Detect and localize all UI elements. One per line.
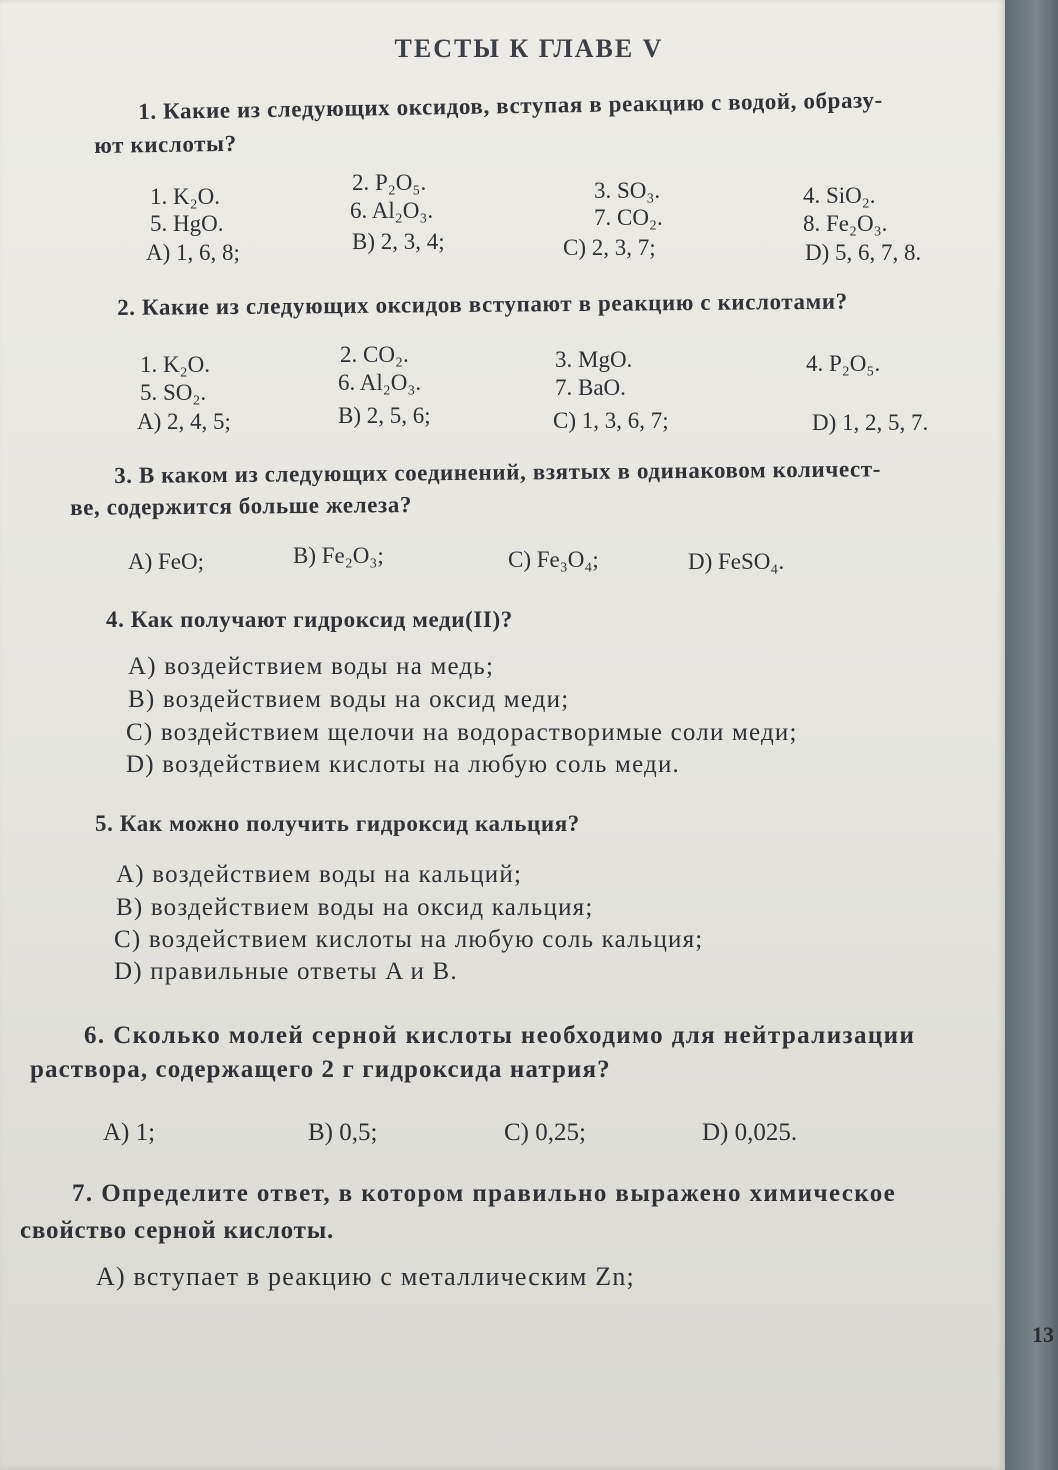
question-1-text-cont: ют кислоты? [94, 130, 237, 158]
question-5-text: 5. Как можно получить гидроксид кальция? [95, 811, 580, 836]
q2-item: 2. CO₂. [340, 342, 409, 367]
question-4-text: 4. Как получают гидроксид меди(II)? [106, 607, 513, 632]
question-6-text: 6. Сколько молей серной кислоты необходимо для нейтрализации [84, 1022, 916, 1049]
q2-item: 1. K₂O. [140, 352, 210, 377]
q1-item: 5. HgO. [150, 211, 224, 236]
q1-item: 6. Al₂O₃. [350, 198, 434, 223]
q2-answer-d: D) 1, 2, 5, 7. [812, 410, 929, 435]
q6-answer-b: B) 0,5; [308, 1119, 378, 1146]
q2-item: 5. SO₂. [140, 380, 207, 405]
q2-item: 4. P₂O₅. [806, 351, 881, 376]
q1-item: 3. SO₃. [594, 178, 661, 203]
question-1-text: 1. Какие из следующих оксидов, вступая в реакцию с водой, образу- [138, 87, 883, 124]
q6-answer-d: D) 0,025. [702, 1119, 798, 1146]
q2-answer-c: C) 1, 3, 6, 7; [553, 408, 669, 433]
q1-answer-c: C) 2, 3, 7; [563, 235, 656, 260]
q1-answer-a: A) 1, 6, 8; [146, 240, 240, 265]
q3-answer-a: A) FeO; [128, 549, 205, 574]
q1-item: 2. P₂O₅. [352, 170, 427, 195]
q3-answer-c: C) Fe₃O₄; [508, 547, 599, 572]
question-2-text: 2. Какие из следующих оксидов вступают в реакцию с кислотами? [117, 288, 848, 320]
q5-option-d: D) правильные ответы A и B. [114, 958, 458, 985]
q1-item: 8. Fe₂O₃. [803, 211, 888, 236]
q1-answer-b: B) 2, 3, 4; [352, 229, 445, 254]
q5-option-b: B) воздействием воды на оксид кальция; [116, 894, 594, 921]
q2-item: 6. Al₂O₃. [338, 370, 422, 395]
page-number: 13 [1032, 1322, 1054, 1347]
q2-item: 7. BaO. [555, 375, 626, 400]
q2-answer-b: B) 2, 5, 6; [338, 403, 431, 428]
q6-answer-a: A) 1; [103, 1119, 156, 1146]
question-3-text-cont: ве, содержится больше железа? [70, 492, 413, 520]
page-title: ТЕСТЫ К ГЛАВЕ V [394, 34, 664, 63]
q6-answer-c: C) 0,25; [504, 1119, 586, 1146]
q1-item: 1. K₂O. [150, 184, 220, 209]
q5-option-a: A) воздействием воды на кальций; [116, 861, 523, 888]
q5-option-c: C) воздействием кислоты на любую соль кальция; [114, 926, 704, 953]
page-edge-background [1005, 0, 1058, 1470]
question-3-text: 3. В каком из следующих соединений, взятых в одинаковом количест- [114, 456, 882, 488]
q2-answer-a: A) 2, 4, 5; [137, 409, 231, 434]
q4-option-c: C) воздействием щелочи на водорастворимые соли меди; [126, 719, 798, 746]
q4-option-a: A) воздействием воды на медь; [128, 653, 495, 680]
q4-option-b: B) воздействием воды на оксид меди; [128, 686, 570, 713]
q1-item: 7. CO₂. [594, 205, 663, 230]
question-7-text-cont: свойство серной кислоты. [20, 1217, 335, 1244]
q2-item: 3. MgO. [555, 347, 633, 372]
q7-option-a: A) вступает в реакцию с металлическим Zn; [96, 1262, 635, 1291]
q1-item: 4. SiO₂. [803, 183, 876, 208]
q4-option-d: D) воздействием кислоты на любую соль меди. [126, 751, 680, 778]
q3-answer-d: D) FeSO₄. [688, 549, 785, 574]
q3-answer-b: B) Fe₂O₃; [293, 543, 384, 568]
question-6-text-cont: раствора, содержащего 2 г гидроксида натрия? [30, 1056, 611, 1083]
q1-answer-d: D) 5, 6, 7, 8. [805, 240, 922, 265]
question-7-text: 7. Определите ответ, в котором правильно выражено химическое [72, 1180, 897, 1207]
